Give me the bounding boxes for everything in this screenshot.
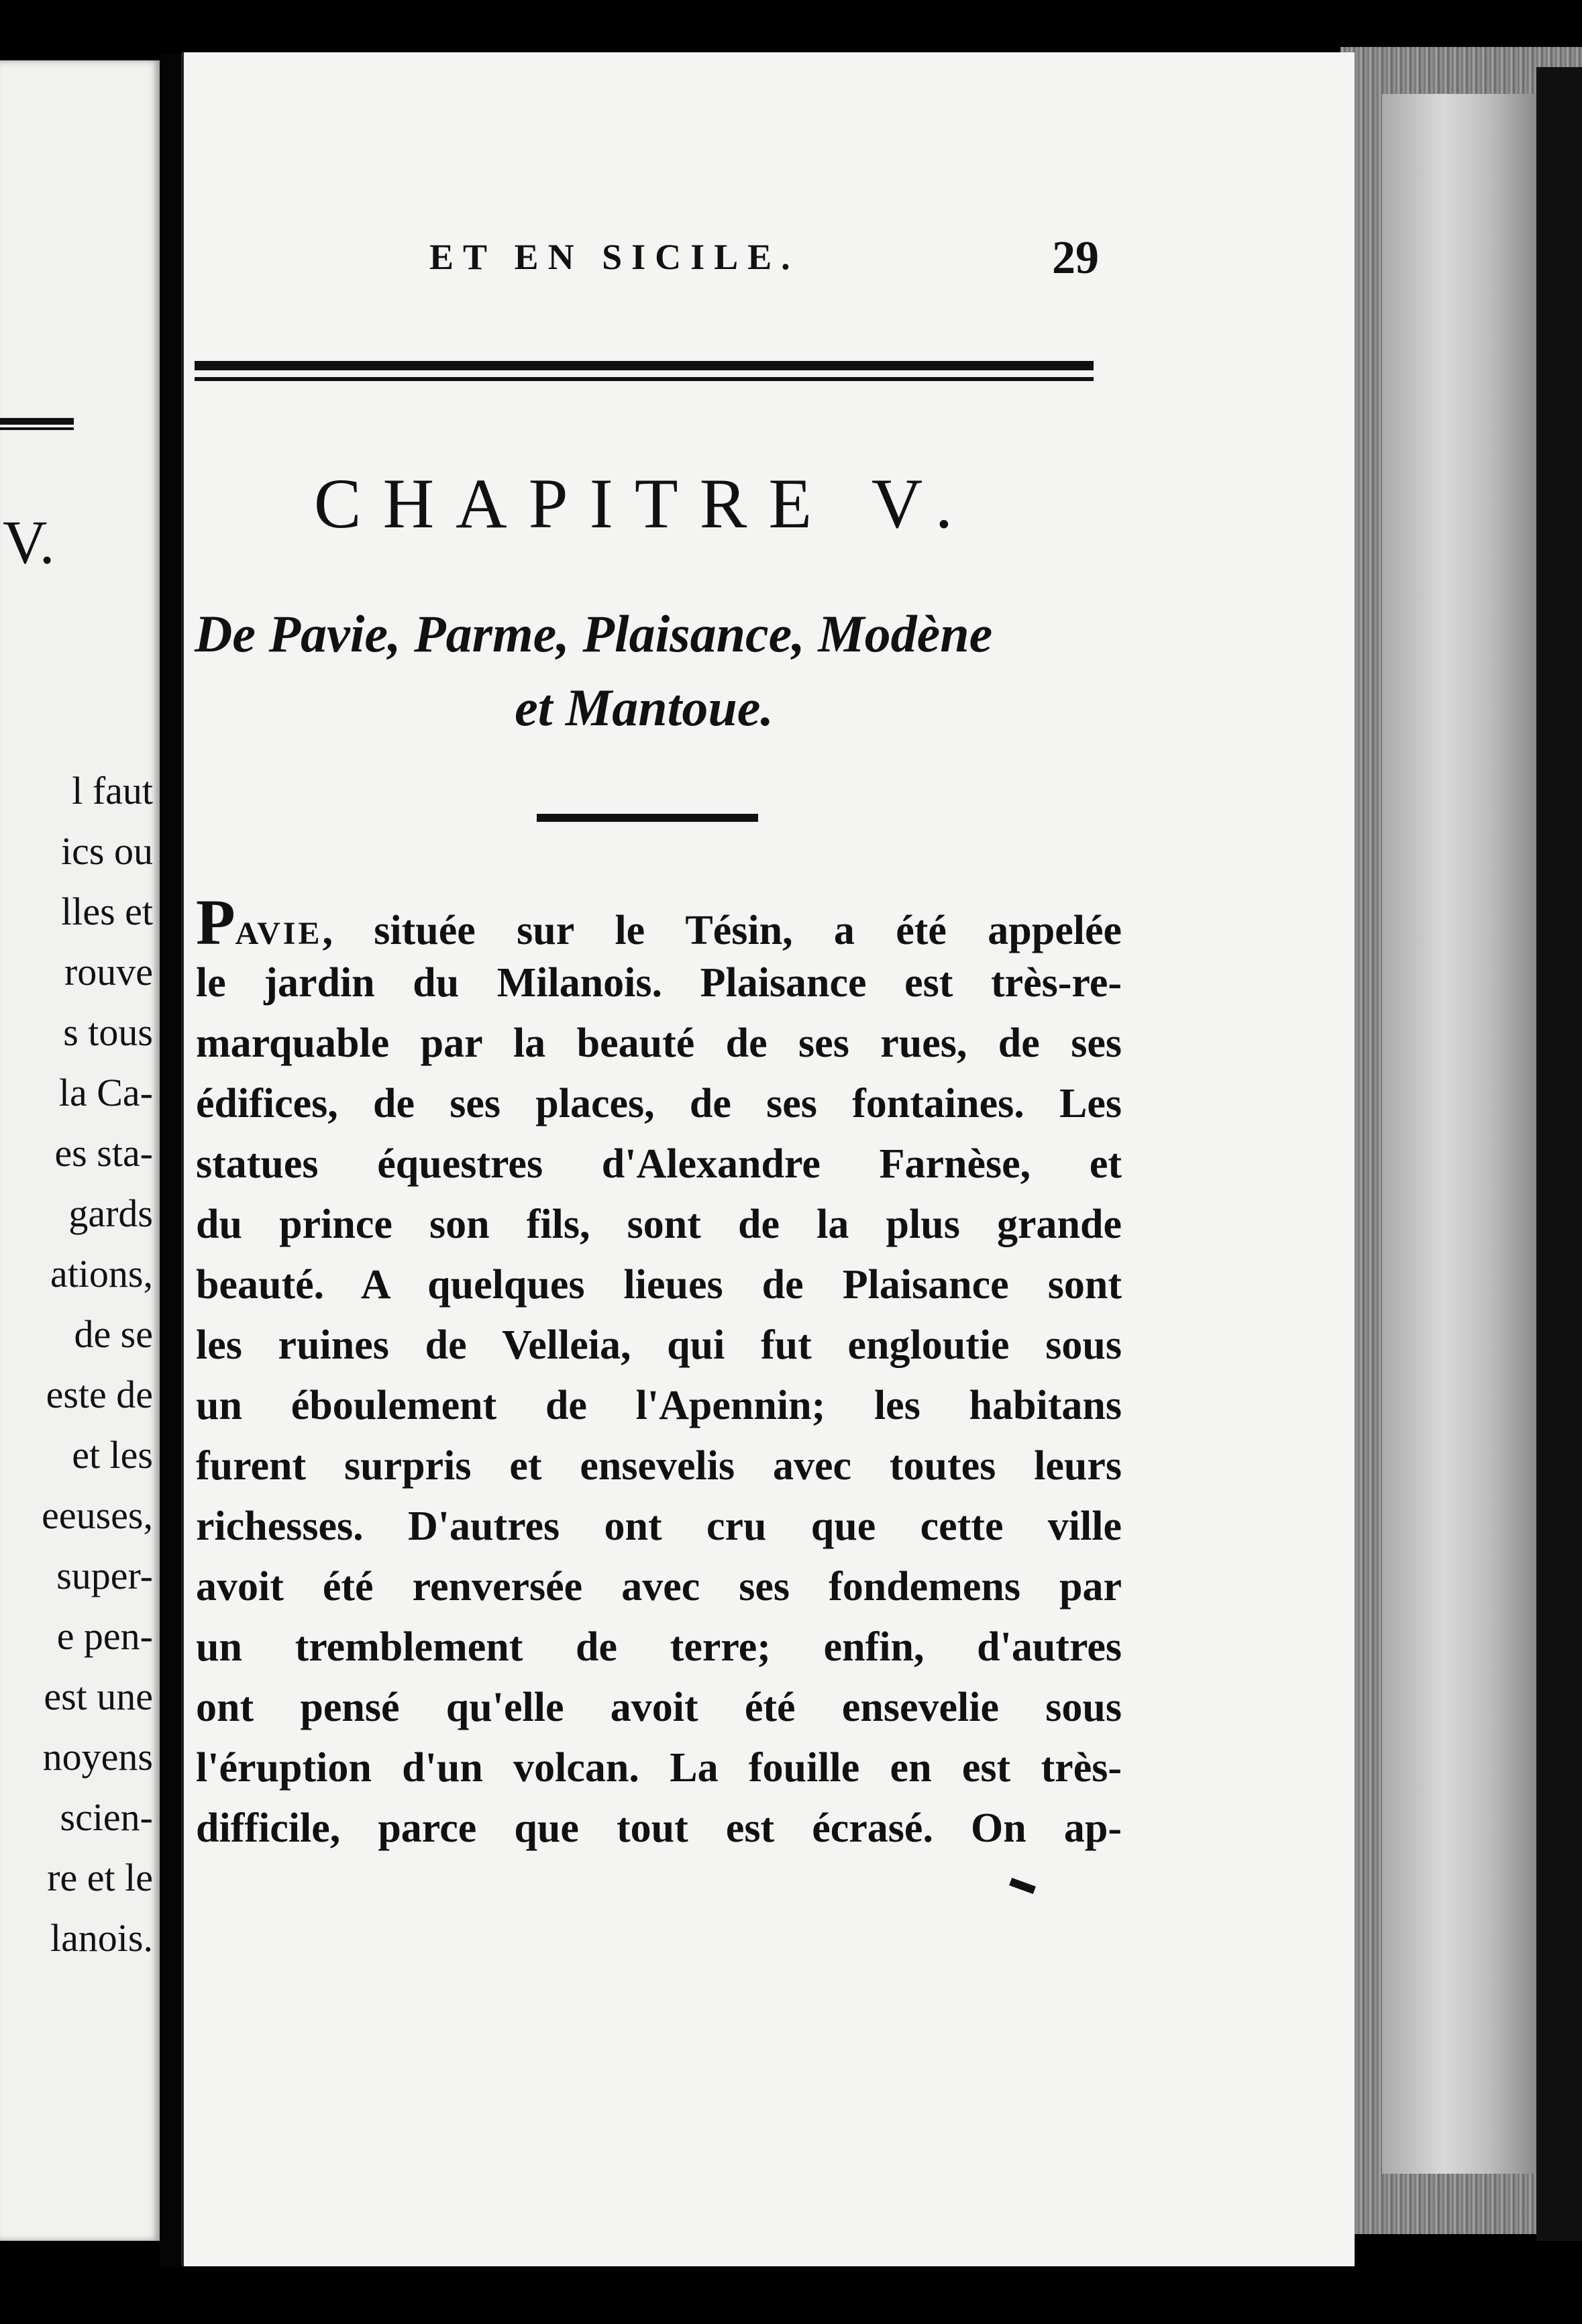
left-page: [0, 60, 160, 2241]
body-line: un tremblement de terre; enfin, d'autres: [196, 1624, 1122, 1670]
left-page-line: e pen-: [56, 1614, 153, 1658]
left-page-line: la Ca-: [58, 1071, 153, 1114]
first-word-smallcaps: AVIE: [235, 916, 323, 951]
drop-initial: P: [196, 886, 235, 958]
body-line: un éboulement de l'Apennin; les habitans: [196, 1383, 1122, 1428]
left-page-line: l faut: [72, 769, 153, 812]
body-line: beauté. A quelques lieues de Plaisance sont: [196, 1262, 1122, 1308]
left-page-rule: [0, 418, 74, 430]
left-page-line: lanois.: [50, 1916, 153, 1960]
left-page-line: es sta-: [54, 1131, 153, 1175]
left-page-line: et les: [72, 1433, 153, 1477]
book-spine: [160, 54, 181, 2268]
body-line: l'éruption d'un volcan. La fouille en est très-: [196, 1745, 1122, 1791]
body-line: difficile, parce que tout est écrasé. On ap-: [196, 1805, 1122, 1851]
body-line: du prince son fils, sont de la plus grande: [196, 1202, 1122, 1247]
left-page-line: de se: [74, 1312, 153, 1356]
left-page-line: gards: [68, 1192, 153, 1235]
page-number: 29: [1052, 232, 1099, 284]
chapter-subtitle-line-2: et Mantoue.: [515, 678, 774, 737]
left-page-line: s tous: [63, 1010, 153, 1054]
page-edges-highlight: [1382, 94, 1536, 2174]
left-page-line: super-: [56, 1554, 153, 1597]
header-rule-thin: [195, 377, 1094, 381]
left-page-line: re et le: [47, 1856, 153, 1899]
subtitle-divider: [537, 814, 758, 822]
left-page-roman-fragment: V.: [3, 508, 55, 576]
chapter-title: CHAPITRE V.: [313, 464, 975, 543]
left-page-line: eeuses,: [42, 1493, 153, 1537]
header-rule-thick: [195, 361, 1094, 370]
chapter-subtitle-line-1: De Pavie, Parme, Plaisance, Modène: [195, 604, 993, 663]
left-page-line: lles et: [61, 890, 153, 933]
body-first-line: [196, 886, 1122, 958]
body-line: les ruines de Velleia, qui fut engloutie sous: [196, 1322, 1122, 1368]
body-line: édifices, de ses places, de ses fontaines. Les: [196, 1081, 1122, 1126]
first-line-rest: , située sur le Tésin, a été appelée: [322, 908, 1122, 953]
body-line: ont pensé qu'elle avoit été ensevelie sous: [196, 1685, 1122, 1730]
left-page-line: este de: [46, 1373, 153, 1416]
left-page-line: ics ou: [61, 829, 153, 873]
body-line: furent surpris et ensevelis avec toutes leurs: [196, 1443, 1122, 1489]
left-page-line: est une: [44, 1675, 153, 1718]
left-page-line: noyens: [42, 1735, 153, 1779]
page-edges-shadow: [1536, 67, 1582, 2241]
left-page-line: ations,: [50, 1252, 153, 1296]
left-page-line: rouve: [64, 950, 153, 994]
running-title: ET EN SICILE.: [429, 237, 800, 277]
body-line: marquable par la beauté de ses rues, de ses: [196, 1020, 1122, 1066]
body-text: [196, 886, 1122, 1858]
body-line: le jardin du Milanois. Plaisance est très-re-: [196, 960, 1122, 1006]
body-line: statues équestres d'Alexandre Farnèse, et: [196, 1141, 1122, 1187]
body-line: richesses. D'autres ont cru que cette ville: [196, 1503, 1122, 1549]
body-line: avoit été renversée avec ses fondemens par: [196, 1564, 1122, 1609]
left-page-line: scien-: [60, 1795, 153, 1839]
